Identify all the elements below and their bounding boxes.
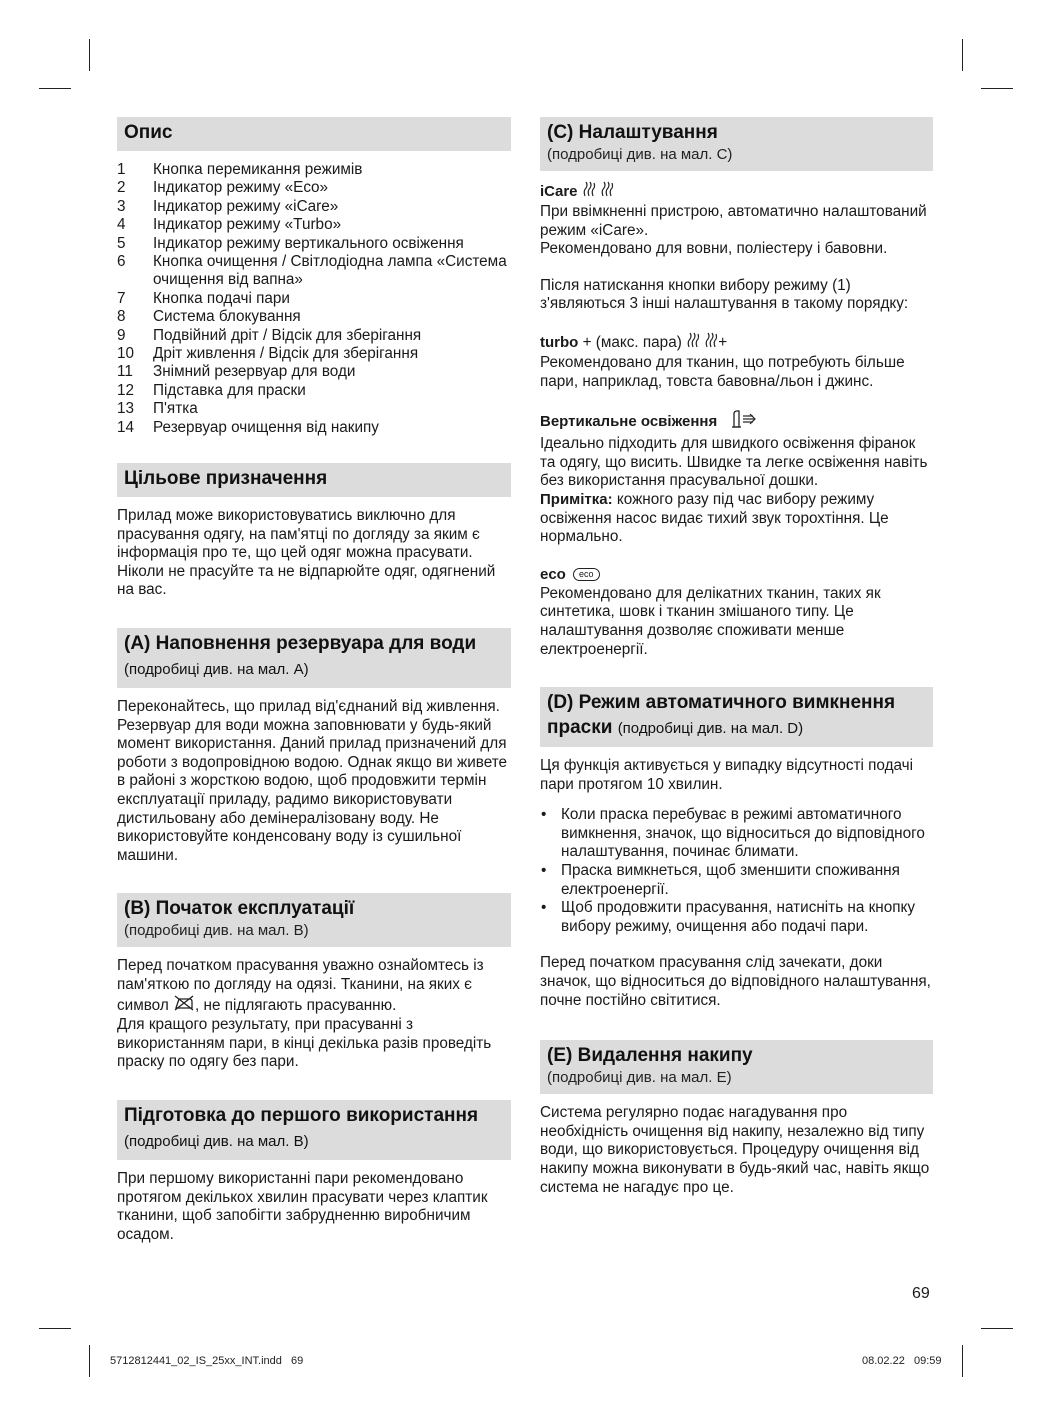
section-d-outro: Перед початком прасування слід зачекати, доки значок, що відноситься до відповідного налаштування, почне постійно світитися. <box>540 954 931 1009</box>
crop-mark <box>981 88 1013 89</box>
turbo-text: Рекомендовано для тканин, що потребують більше пари, наприклад, товста бавовна/льон і джинс. <box>540 353 905 390</box>
item-text: Система блокування <box>153 308 301 326</box>
item-text: Індикатор режиму «iCare» <box>153 197 339 215</box>
list-item <box>117 382 511 400</box>
crop-mark <box>39 1328 71 1329</box>
parts-list <box>117 161 511 437</box>
section-a-title: (A) Наповнення резервуара для води <box>124 633 477 655</box>
icare-label: iCare <box>540 182 578 200</box>
section-b-text1 <box>117 957 511 1016</box>
item-number: 14 <box>117 418 135 436</box>
turbo-label: turbo <box>540 334 579 352</box>
section-c <box>540 117 933 659</box>
section-prep-title: Підготовка до першого використання <box>124 1104 479 1126</box>
list-item <box>117 419 511 437</box>
section-e-sub: (подробиці див. на мал. E) <box>547 1069 732 1087</box>
right-column <box>540 117 933 1231</box>
footer-date: 08.02.22 09:59 <box>862 1355 942 1367</box>
item-text: Кнопка перемикання режимів <box>153 161 363 178</box>
turbo-block <box>540 332 933 391</box>
item-number: 4 <box>117 216 126 234</box>
section-title <box>547 690 926 741</box>
section-purpose <box>117 463 511 600</box>
section-header <box>117 463 511 497</box>
page-number: 69 <box>912 1285 930 1302</box>
icare-text2: Рекомендовано для вовни, поліестеру і бавовни. <box>540 240 888 258</box>
crop-mark <box>89 39 90 71</box>
section-header <box>540 687 933 747</box>
item-text: Знімний резервуар для води <box>153 363 356 381</box>
section-prep-text: При першому використанні пари рекомендовано протягом декількох хвилин прасувати через клаптик тканини, щоб запобігти забрудненню виробничим осадом. <box>117 1169 488 1243</box>
section-d-title: (D) Режим автоматичного вимкнення праски <box>547 692 896 739</box>
section-c-sub: (подробиці див. на мал. C) <box>547 146 733 163</box>
crop-mark <box>962 39 963 71</box>
vertical-text: Ідеально підходить для швидкого освіження фіранок та одягу, що висить. Швидке та легке освіження навіть без використання прасувальної дошки. <box>540 435 928 490</box>
item-number: 11 <box>117 363 133 381</box>
section-prep <box>117 1100 511 1244</box>
eco-text: Рекомендовано для делікатних тканин, таких як синтетика, шовк і тканин змішаного типу. Це налаштування дозволяє споживати менше електроенергії. <box>540 584 881 658</box>
item-number: 10 <box>117 345 135 363</box>
section-title: Цільове призначення <box>124 468 328 490</box>
item-number: 6 <box>117 253 126 271</box>
item-number: 3 <box>117 197 126 215</box>
list-item <box>117 400 511 418</box>
crop-mark <box>962 1345 963 1377</box>
section-d <box>540 687 933 1010</box>
crop-mark <box>39 88 71 89</box>
section-opis <box>117 117 511 437</box>
item-text: Індикатор режиму вертикального освіження <box>153 234 464 252</box>
section-e-text: Система регулярно подає нагадування про необхідність очищення від накипу, незалежно від типу води, що використовується. Процедуру очищення від накипу можна виконувати в будь-який час, навіть якщо система не нагадує про це. <box>540 1104 930 1196</box>
section-title: Опис <box>124 122 173 143</box>
vertical-label: Вертикальне освіження <box>540 413 718 431</box>
turbo-extra: + (макс. пара) <box>582 334 682 352</box>
section-d-sub: (подробиці див. на мал. D) <box>617 720 804 738</box>
eco-label: eco <box>540 565 566 583</box>
item-number: 12 <box>117 381 135 399</box>
section-e <box>540 1040 933 1197</box>
section-header <box>117 628 511 688</box>
note-label: Примітка: <box>540 490 613 508</box>
section-header <box>540 117 933 171</box>
list-item: • Коли праска перебуває в режимі автоматичного вимкнення, значок, що відноситься до відповідного налаштування, починає блимати. <box>540 806 933 862</box>
section-a-sub: (подробиці див. на мал. A) <box>124 661 309 679</box>
item-text: П'ятка <box>153 400 198 418</box>
turbo-plus: + <box>718 334 728 352</box>
list-item: • Праска вимкнеться, щоб зменшити споживання електроенергії. <box>540 862 933 899</box>
footer-file: 5712812441_02_IS_25xx_INT.indd 69 <box>110 1355 304 1367</box>
item-number: 2 <box>117 179 126 197</box>
list-item <box>117 345 511 363</box>
section-b <box>117 893 511 1072</box>
item-number: 1 <box>117 161 126 178</box>
steam-icon <box>704 332 718 354</box>
section-a <box>117 628 511 865</box>
item-number: 5 <box>117 234 126 252</box>
item-text: Кнопка подачі пари <box>153 289 290 307</box>
item-number: 13 <box>117 400 135 418</box>
icare-text1: При ввімкненні пристрою, автоматично налаштований режим «iCare». <box>540 203 927 239</box>
list-item <box>117 253 511 290</box>
steam-icon <box>686 332 700 354</box>
vertical-steam-icon <box>729 409 757 435</box>
section-b-text1b: , не підлягають прасуванню. <box>195 996 397 1014</box>
list-item <box>117 198 511 216</box>
crop-mark <box>89 1345 90 1377</box>
section-header <box>540 1040 933 1094</box>
steam-icon <box>582 181 596 203</box>
section-b-text2: Для кращого результату, при прасуванні з використанням пари, в кінці декілька разів проведіть праску по одягу без пари. <box>117 1016 492 1071</box>
section-b-text1a: Перед початком прасування уважно ознайомтесь із пам'яткою по догляду на одязі. Тканини, на яких є символ <box>117 957 484 1014</box>
item-number: 7 <box>117 289 126 307</box>
note <box>540 491 933 547</box>
item-text: Дріт живлення / Відсік для зберігання <box>153 345 419 363</box>
item-text: Резервуар очищення від накипу <box>153 418 379 436</box>
list-item <box>117 161 511 179</box>
item-text: Індикатор режиму «Eco» <box>153 179 329 197</box>
section-c-title: (C) Налаштування <box>547 122 718 143</box>
left-column <box>117 117 511 1278</box>
section-header <box>117 117 511 151</box>
list-item <box>117 290 511 308</box>
section-b-sub: (подробиці див. на мал. B) <box>124 922 309 940</box>
list-item <box>117 327 511 345</box>
list-item <box>117 179 511 197</box>
item-number: 8 <box>117 308 126 326</box>
eco-icon: eco <box>573 568 600 581</box>
icare-block <box>540 181 933 259</box>
list-item <box>117 216 511 234</box>
section-a-text: Переконайтесь, що прилад від'єднаний від живлення. Резервуар для води можна заповнювати у будь-який момент використання. Даний прилад призначений для роботи з водопровідною водою. Однак якщо ви живете в районі з жорсткою водою, щоб продовжити термін експлуатації приладу, радимо використовувати дистильовану або демінералізовану воду. Не використовуйте конденсовану воду із сушильної машини. <box>117 698 508 864</box>
section-e-title: (E) Видалення накипу <box>547 1045 753 1067</box>
section-d-bullets <box>540 806 933 936</box>
vertical-block <box>540 409 933 547</box>
item-text: Кнопка очищення / Світлодіодна лампа «Система очищення від вапна» <box>153 253 507 289</box>
item-text: Індикатор режиму «Turbo» <box>153 216 342 234</box>
eco-block <box>540 565 933 659</box>
section-header <box>117 1100 511 1160</box>
section-header <box>117 893 511 947</box>
section-prep-sub: (подробиці див. на мал. B) <box>124 1132 309 1150</box>
item-text: Підставка для праски <box>153 381 306 399</box>
steam-icon <box>600 181 614 203</box>
list-item <box>117 308 511 326</box>
item-text: Подвійний дріт / Відсік для зберігання <box>153 326 422 344</box>
after-text: Після натискання кнопки вибору режиму (1) з'являються 3 інші налаштування в такому порядку: <box>540 276 909 313</box>
section-d-intro: Ця функція активується у випадку відсутності подачі пари протягом 10 хвилин. <box>540 757 914 793</box>
list-item <box>117 363 511 381</box>
section-title <box>124 1103 504 1154</box>
crop-mark <box>981 1328 1013 1329</box>
list-item: • Щоб продовжити прасування, натисніть на кнопку вибору режиму, очищення або подачі пари. <box>540 899 933 936</box>
purpose-text: Прилад може використовуватись виключно для прасування одягу, на пам'ятці по догляду за яким є інформація про те, що цей одяг можна прасувати. Ніколи не прасуйте та не відпарюйте одяг, одягнений на вас. <box>117 507 496 599</box>
section-b-title: (B) Початок експлуатації <box>124 898 355 920</box>
no-iron-icon <box>173 995 195 1017</box>
note-text: кожного разу під час вибору режиму освіження насос видає тихий звук торохтіння. Це нормально. <box>540 490 889 546</box>
item-number: 9 <box>117 326 126 344</box>
section-title <box>124 631 504 682</box>
list-item <box>117 235 511 253</box>
